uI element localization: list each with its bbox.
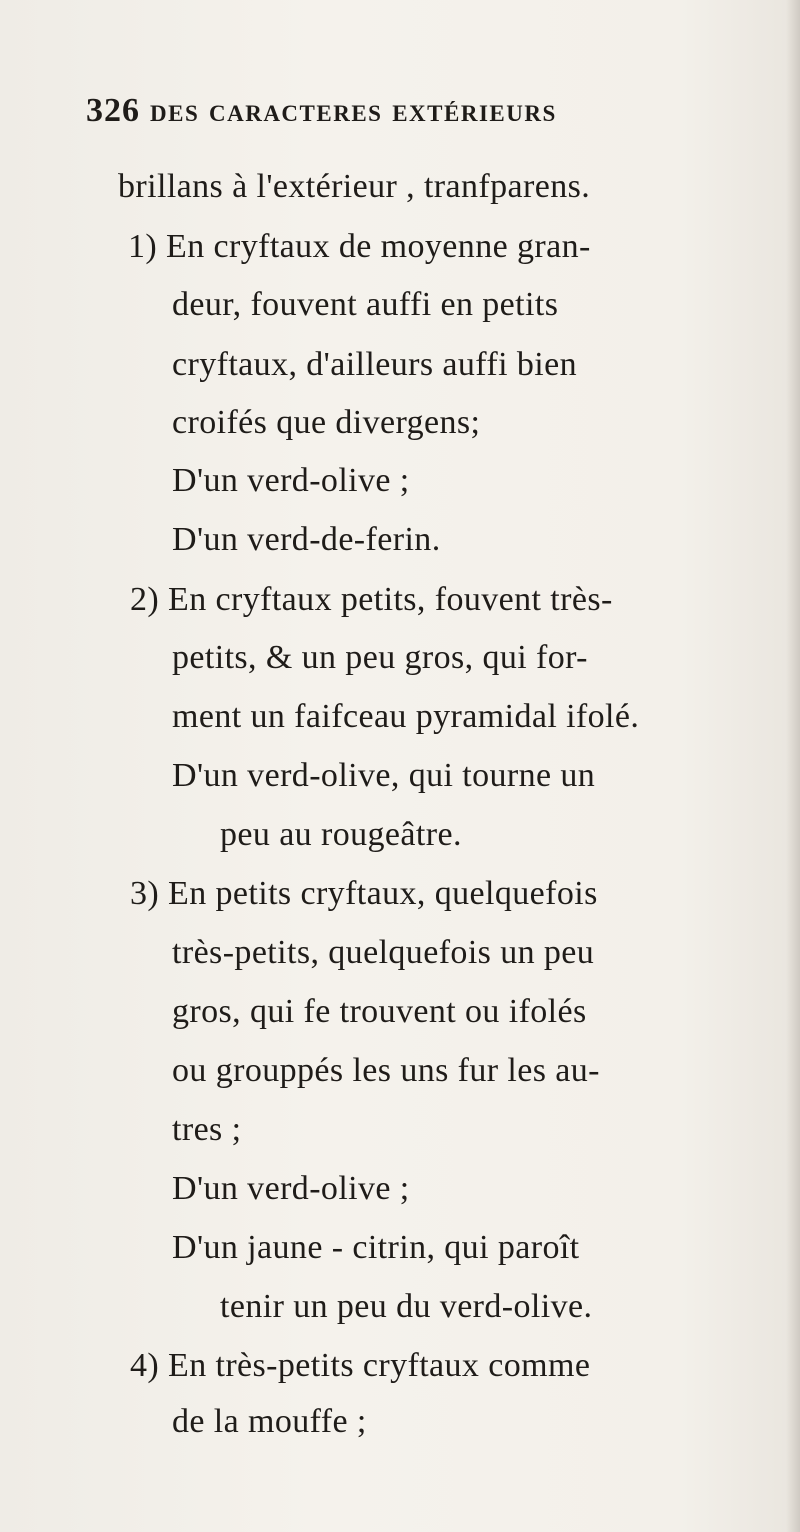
text-line: peu au rougeâtre.	[220, 816, 462, 853]
text-line: 2) En cryftaux petits, fouvent très-	[130, 581, 613, 618]
page-number: 326	[86, 92, 140, 129]
page-header	[86, 92, 557, 136]
text-line: tres ;	[172, 1111, 242, 1148]
text-line: 4) En très-petits cryftaux comme	[130, 1347, 591, 1384]
running-title: des caracteres extérieurs	[150, 93, 557, 129]
text-line: cryftaux, d'ailleurs auffi bien	[172, 346, 577, 383]
page-edge-shadow	[786, 0, 800, 1532]
text-line: deur, fouvent auffi en petits	[172, 286, 559, 323]
text-line: D'un verd-olive ;	[172, 462, 410, 499]
text-line: ment un faifceau pyramidal ifolé.	[172, 698, 640, 735]
text-line: D'un verd-olive ;	[172, 1170, 410, 1207]
text-line: croifés que divergens;	[172, 404, 481, 441]
text-line: très-petits, quelquefois un peu	[172, 934, 595, 971]
text-line: D'un verd-olive, qui tourne un	[172, 757, 596, 794]
text-line: tenir un peu du verd-olive.	[220, 1288, 593, 1325]
text-line: gros, qui fe trouvent ou ifolés	[172, 993, 587, 1030]
text-line: de la mouffe ;	[172, 1403, 367, 1440]
text-line: petits, & un peu gros, qui for-	[172, 639, 588, 676]
text-line: D'un jaune - citrin, qui paroît	[172, 1229, 580, 1266]
text-line: D'un verd-de-ferin.	[172, 521, 441, 558]
text-line: 1) En cryftaux de moyenne gran-	[128, 228, 591, 265]
text-line: ou grouppés les uns fur les au-	[172, 1052, 600, 1089]
text-line: brillans à l'extérieur , tranfparens.	[118, 168, 591, 205]
text-line: 3) En petits cryftaux, quelquefois	[130, 875, 598, 912]
